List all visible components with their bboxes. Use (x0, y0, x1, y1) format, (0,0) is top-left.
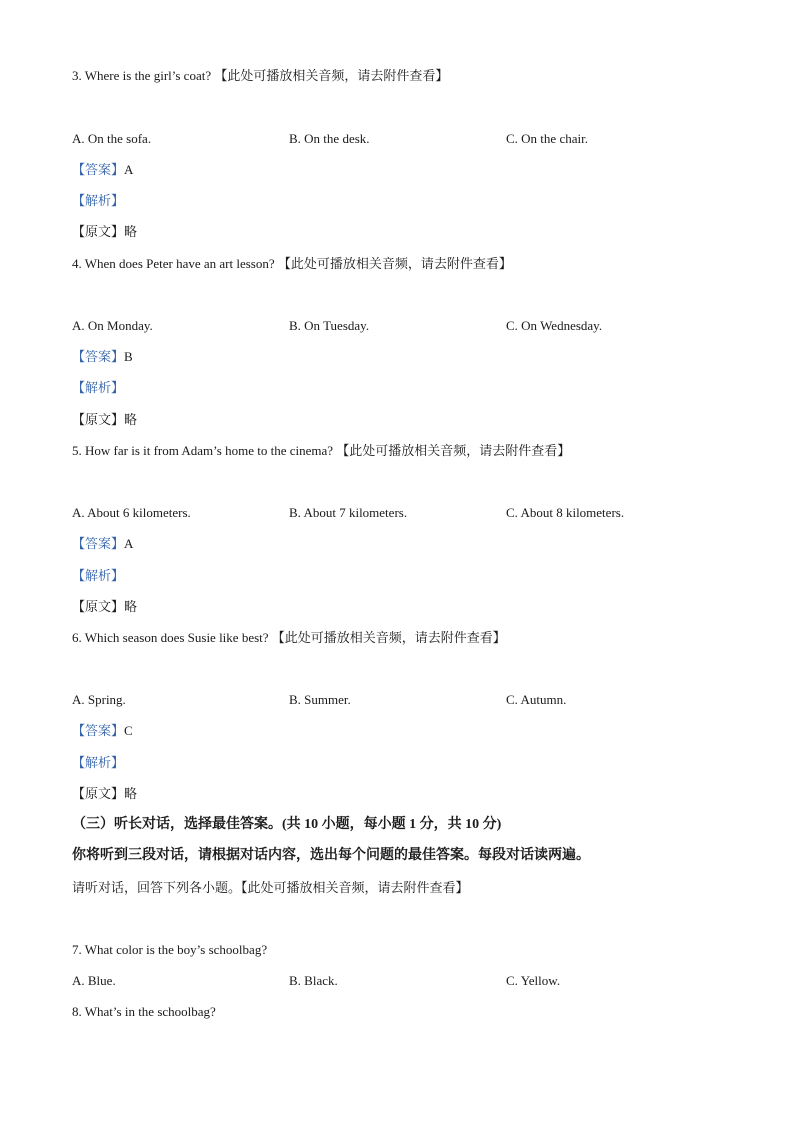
original-value: 略 (124, 786, 138, 801)
question-4-original (72, 411, 137, 429)
question-4-answer (72, 348, 133, 366)
question-3-original (72, 223, 137, 241)
answer-tag: 【答案】 (72, 723, 125, 738)
question-4-stem: 4. When does Peter have an art lesson? 【此处可播放相关音频，请去附件查看】 (72, 256, 512, 271)
question-3-option-b: B. On the desk. (289, 131, 370, 146)
answer-value: A (124, 536, 134, 551)
question-3-analysis (72, 192, 124, 210)
question-3-answer (72, 161, 133, 179)
original-tag: 【原文】 (72, 412, 125, 427)
question-3-options (72, 130, 732, 148)
question-4-analysis (72, 379, 124, 397)
question-4-options (72, 317, 732, 335)
original-value: 略 (124, 599, 138, 614)
question-3-option-c: C. On the chair. (506, 131, 588, 146)
question-5-option-b: B. About 7 kilometers. (289, 505, 408, 520)
question-6-original (72, 785, 137, 803)
question-5-stem: 5. How far is it from Adam’s home to the cinema? 【此处可播放相关音频，请去附件查看】 (72, 443, 571, 458)
answer-tag: 【答案】 (72, 162, 125, 177)
question-8-stem: 8. What’s in the schoolbag? (72, 1004, 216, 1019)
question-7-stem: 7. What color is the boy’s schoolbag? (72, 942, 268, 957)
original-tag: 【原文】 (72, 599, 125, 614)
original-value: 略 (124, 224, 138, 239)
original-tag: 【原文】 (72, 224, 125, 239)
question-6-analysis (72, 754, 124, 772)
question-7-option-c: C. Yellow. (506, 973, 561, 988)
question-4-option-b: B. On Tuesday. (289, 318, 370, 333)
question-7-option-b: B. Black. (289, 973, 338, 988)
original-value: 略 (124, 412, 138, 427)
section-3-prompt: 请听对话，回答下列各小题。【此处可播放相关音频，请去附件查看】 (72, 880, 469, 895)
question-5-option-a: A. About 6 kilometers. (72, 505, 191, 520)
question-3-option-a: A. On the sofa. (72, 131, 152, 146)
question-7-option-a: A. Blue. (72, 973, 116, 988)
question-6-options (72, 691, 732, 709)
question-7-options (72, 972, 732, 990)
answer-tag: 【答案】 (72, 536, 125, 551)
section-3-heading: （三）听长对话，选择最佳答案。(共 10 小题，每小题 1 分，共 10 分) (72, 817, 502, 832)
question-6-option-c: C. Autumn. (506, 692, 567, 707)
question-6-stem: 6. Which season does Susie like best? 【此处可播放相关音频，请去附件查看】 (72, 630, 506, 645)
analysis-tag: 【解析】 (72, 193, 125, 208)
section-3-instruction: 你将听到三段对话，请根据对话内容，选出每个问题的最佳答案。每段对话读两遍。 (72, 848, 590, 863)
question-5-answer (72, 535, 133, 553)
analysis-tag: 【解析】 (72, 380, 125, 395)
question-6-answer (72, 722, 133, 740)
question-5-analysis (72, 567, 124, 585)
answer-value: B (124, 349, 133, 364)
question-5-original (72, 598, 137, 616)
question-6-option-a: A. Spring. (72, 692, 126, 707)
question-6-option-b: B. Summer. (289, 692, 351, 707)
question-5-option-c: C. About 8 kilometers. (506, 505, 625, 520)
original-tag: 【原文】 (72, 786, 125, 801)
question-3-stem: 3. Where is the girl’s coat? 【此处可播放相关音频，请去附件查看】 (72, 68, 449, 83)
analysis-tag: 【解析】 (72, 568, 125, 583)
answer-value: A (124, 162, 134, 177)
answer-value: C (124, 723, 133, 738)
question-5-options (72, 504, 732, 522)
question-4-option-c: C. On Wednesday. (506, 318, 603, 333)
analysis-tag: 【解析】 (72, 755, 125, 770)
answer-tag: 【答案】 (72, 349, 125, 364)
question-4-option-a: A. On Monday. (72, 318, 153, 333)
